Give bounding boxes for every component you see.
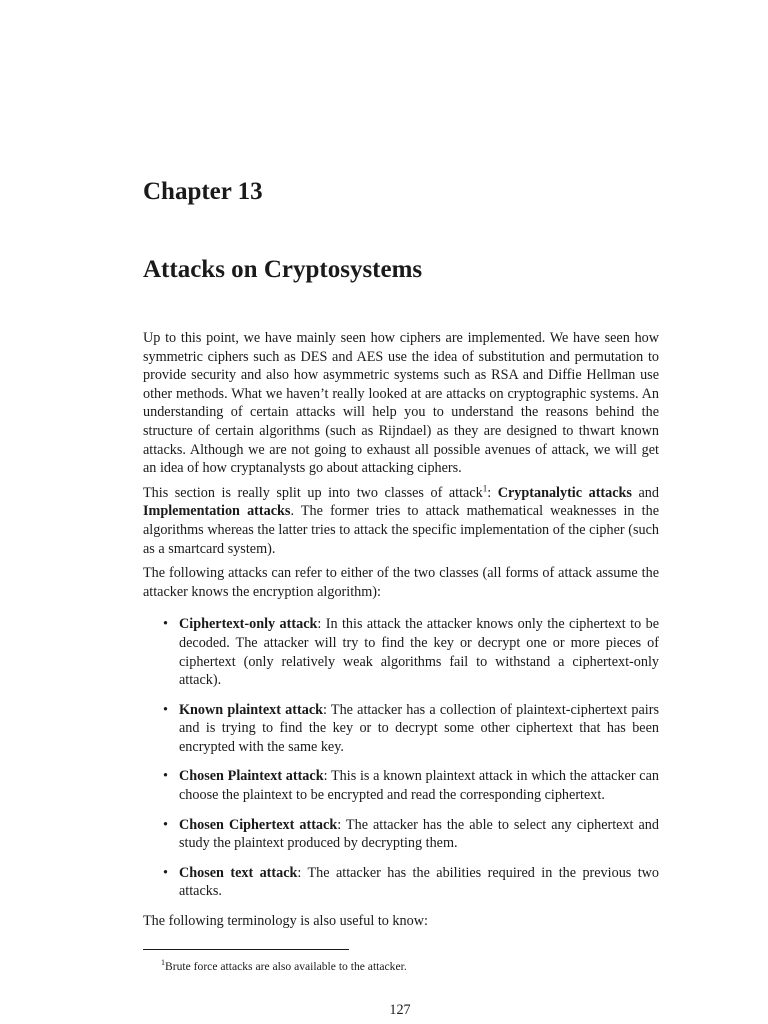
attack-desc: : The attacker has the able to select any ciphertext and study the plaintext produced by decrypting them.: [179, 816, 659, 852]
chapter-title: Attacks on Cryptosystems: [143, 256, 423, 283]
attack-term: Known plaintext attack: [179, 701, 324, 718]
attack-desc: : The attacker has the abilities required in the previous two attacks.: [179, 864, 659, 900]
bullet-icon: •: [163, 864, 168, 881]
attack-term: Chosen text attack: [179, 864, 298, 881]
page-number: 127: [389, 1002, 411, 1018]
intro-paragraph: Up to this point, we have mainly seen how ciphers are implemented. We have seen how symmetric ciphers such as DES and AES use the idea of substitution and permutation to provide security and also how asymmetric systems such as RSA and Diffie Hellman use other methods. What we haven’t really looked at are attacks on cryptographic systems. An understanding of certain attacks will help you to understand the reasons behind the structure of certain algorithms (such as Rijndael) as they are designed to thwart known attacks. Although we are not going to exhaust all possible avenues of attack, we will get an idea of how cryptanalysts go about attacking ciphers.: [143, 330, 659, 477]
attack-desc: : The attacker has a collection of plaintext-ciphertext pairs and is trying to find the key or to decrypt some other ciphertext that has been encrypted with the same key.: [179, 701, 659, 755]
list-item: [143, 864, 659, 901]
body-text: [143, 329, 659, 937]
bullet-icon: •: [163, 768, 168, 785]
list-intro-paragraph: The following attacks can refer to either of the two classes (all forms of attack assume the attacker knows the encryption algorithm):: [143, 565, 659, 600]
classes-colon: :: [487, 484, 498, 501]
classes-paragraph: [143, 484, 659, 558]
list-item: [143, 816, 659, 853]
list-item: [143, 767, 659, 804]
list-item: [143, 701, 659, 757]
footnote-marker[interactable]: 1: [482, 483, 488, 494]
footnote: [161, 960, 407, 974]
classes-lead: This section is really split up into two classes of attack: [143, 484, 483, 501]
footnote-mark: 1: [161, 958, 165, 968]
bullet-icon: •: [163, 816, 168, 833]
bullet-icon: •: [163, 616, 168, 633]
footnote-text: Brute force attacks are also available to the attacker.: [165, 960, 407, 973]
attack-term: Ciphertext-only attack: [179, 616, 318, 633]
bullet-icon: •: [163, 701, 168, 718]
classes-rest: . The former tries to attack mathematical weaknesses in the algorithms whereas the latter tries to attack the specific implementation of the cipher (such as a smartcard system).: [143, 503, 659, 557]
attack-desc: : In this attack the attacker knows only the ciphertext to be decoded. The attacker will try to find the key or decrypt one or more pieces of ciphertext (only relatively weak algorithms fail to withstand a ciphertext-only attack).: [179, 616, 659, 689]
list-item: [143, 615, 659, 689]
attack-term: Chosen Ciphertext attack: [179, 816, 338, 833]
attack-term: Chosen Plaintext attack: [179, 768, 324, 785]
terminology-intro: The following terminology is also useful to know:: [143, 913, 428, 930]
class-cryptanalytic: Cryptanalytic attacks: [497, 484, 632, 501]
attack-list: [143, 615, 659, 901]
class-implementation: Implementation attacks: [143, 503, 291, 520]
classes-and: and: [631, 484, 659, 501]
footnote-divider: [143, 949, 349, 950]
attack-desc: : This is a known plaintext attack in which the attacker can choose the plaintext to be encrypted and read the corresponding ciphertext.: [179, 768, 659, 804]
chapter-label: Chapter 13: [143, 178, 263, 205]
